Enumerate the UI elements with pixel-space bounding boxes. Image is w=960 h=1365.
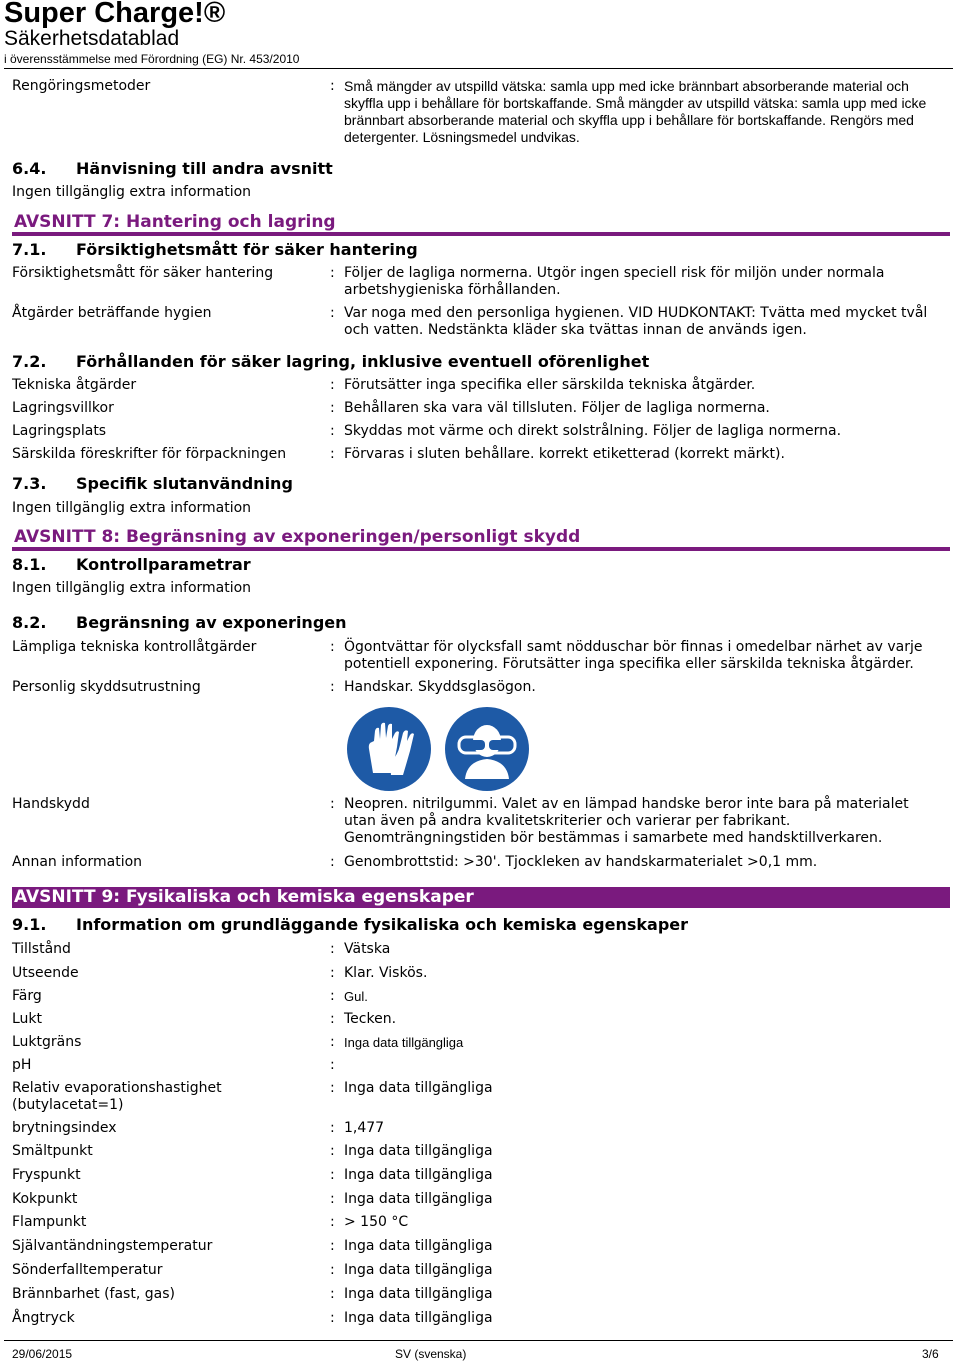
subsection-6-4-info: Ingen tillgänglig extra information (12, 184, 252, 200)
subsection-title: Information om grundläggande fysikaliska och kemiska egenskaper (76, 915, 689, 934)
subsection-number: 6.4. (12, 159, 47, 178)
property-label: Färg (12, 988, 42, 1004)
subsection-7-3-heading (12, 474, 293, 494)
property-label: brytningsindex (12, 1120, 117, 1136)
property-value: Inga data tillgängliga (344, 1167, 493, 1183)
property-label: Lämpliga tekniska kontrollåtgärder (12, 639, 257, 655)
section-title: AVSNITT 8: Begränsning av exponeringen/personligt skydd (14, 527, 581, 547)
property-value: Inga data tillgängliga (344, 1080, 493, 1096)
property-label: Kokpunkt (12, 1191, 78, 1207)
colon: : (330, 988, 335, 1004)
property-label: Lukt (12, 1011, 43, 1027)
document-subtitle: Säkerhetsdatablad (4, 27, 180, 50)
section-7-heading (12, 212, 336, 233)
property-value: Neopren. nitrilgummi. Valet av en lämpad handske beror inte bara på materialet utan även på andra kvalitetskriterier och varierar per fabrikant. Genomträngningstiden bör bestämmas i samarbete med handsktillverkaren. (344, 796, 909, 846)
property-value: Vätska (344, 941, 391, 957)
property-value: Gul. (344, 989, 368, 1004)
colon: : (330, 639, 335, 655)
property-value: Genombrottstid: >30'. Tjockleken av handskarmaterialet >0,1 mm. (344, 854, 818, 870)
property-label: Tekniska åtgärder (12, 377, 137, 393)
property-value: Skyddas mot värme och direkt solstrålning. Följer de lagliga normerna. (344, 423, 842, 439)
subsection-title: Försiktighetsmått för säker hantering (76, 240, 418, 259)
property-value: Inga data tillgängliga (344, 1310, 493, 1326)
subsection-8-1-info: Ingen tillgänglig extra information (12, 580, 252, 596)
property-value: Inga data tillgängliga (344, 1238, 493, 1254)
colon: : (330, 377, 335, 393)
property-label: Ångtryck (12, 1310, 75, 1326)
property-label: Personlig skyddsutrustning (12, 679, 201, 695)
colon: : (330, 854, 335, 870)
colon: : (330, 1262, 335, 1278)
subsection-7-1-heading (12, 240, 418, 260)
property-value: Klar. Viskös. (344, 965, 428, 981)
property-label: Åtgärder beträffande hygien (12, 305, 212, 321)
property-label: Utseende (12, 965, 79, 981)
property-value: Förvaras i sluten behållare. korrekt etiketterad (korrekt märkt). (344, 446, 785, 462)
cleaning-methods-label: Rengöringsmetoder (12, 78, 151, 94)
colon: : (330, 796, 335, 812)
property-label: Tillstånd (12, 941, 71, 957)
subsection-title: Hänvisning till andra avsnitt (76, 159, 333, 178)
colon: : (330, 1167, 335, 1183)
section-title: AVSNITT 7: Hantering och lagring (14, 212, 336, 232)
colon: : (330, 423, 335, 439)
subsection-title: Begränsning av exponeringen (76, 613, 347, 632)
property-value: Behållaren ska vara väl tillsluten. Följer de lagliga normerna. (344, 400, 770, 416)
cleaning-methods-value: Små mängder av utspilld vätska: samla upp med icke brännbart absorberande material och skyffla upp i behållare för bortskaffande. Små mängder av utspilld vätska: samla upp med icke brännbart absorberande material och skyffla upp i behållare för bortskaffande. Rengörs med detergenter. Lösningsmedel undvikas. (344, 78, 927, 145)
property-label: Sönderfalltemperatur (12, 1262, 163, 1278)
subsection-title: Kontrollparametrar (76, 555, 251, 574)
property-label: Annan information (12, 854, 143, 870)
property-value: Ögontvättar för olycksfall samt nödduschar bör finnas i omedelbar närhet av varje potentiell exponering. Förutsätter inga specifika eller särskilda tekniska åtgärder. (344, 639, 923, 672)
subsection-number: 9.1. (12, 915, 47, 934)
subsection-8-1-heading (12, 555, 251, 575)
subsection-number: 8.2. (12, 613, 47, 632)
property-value: Inga data tillgängliga (344, 1143, 493, 1159)
subsection-number: 7.1. (12, 240, 47, 259)
colon: : (330, 265, 335, 281)
property-label: Försiktighetsmått för säker hantering (12, 265, 274, 281)
footer-divider (4, 1340, 953, 1341)
colon: : (330, 1214, 335, 1230)
subsection-7-3-info: Ingen tillgänglig extra information (12, 500, 252, 516)
property-label: Handskydd (12, 796, 90, 812)
property-label: Luktgräns (12, 1034, 82, 1050)
section-9-heading (12, 887, 950, 908)
property-value: Handskar. Skyddsglasögon. (344, 679, 536, 695)
subsection-8-2-heading (12, 613, 347, 633)
colon: : (330, 1238, 335, 1254)
property-label: Självantändningstemperatur (12, 1238, 213, 1254)
footer-date: 29/06/2015 (12, 1347, 73, 1361)
colon: : (330, 1310, 335, 1326)
section-8-heading (12, 527, 580, 548)
property-label: Flampunkt (12, 1214, 87, 1230)
property-value: > 150 °C (344, 1214, 409, 1230)
property-label: Brännbarhet (fast, gas) (12, 1286, 175, 1302)
property-label: Lagringsvillkor (12, 400, 114, 416)
subsection-number: 7.3. (12, 474, 47, 493)
colon: : (330, 78, 335, 94)
subsection-9-1-heading (12, 915, 688, 935)
colon: : (330, 1143, 335, 1159)
colon: : (330, 1120, 335, 1136)
property-label: Relativ evaporationshastighet (butylacetat=1) (12, 1080, 222, 1113)
section-title: AVSNITT 9: Fysikaliska och kemiska egenskaper (14, 887, 474, 907)
regulation-reference: i överensstämmelse med Förordning (EG) Nr. 453/2010 (4, 52, 300, 66)
colon: : (330, 1286, 335, 1302)
colon: : (330, 965, 335, 981)
property-value: Inga data tillgängliga (344, 1035, 464, 1050)
colon: : (330, 305, 335, 321)
colon: : (330, 679, 335, 695)
section-7-rule (12, 232, 950, 236)
property-value: Tecken. (344, 1011, 397, 1027)
subsection-number: 8.1. (12, 555, 47, 574)
property-label: pH (12, 1057, 32, 1073)
protective-gloves-icon (343, 703, 435, 795)
document-title: Super Charge!® (4, 0, 226, 29)
property-label: Lagringsplats (12, 423, 107, 439)
subsection-title: Förhållanden för säker lagring, inklusive eventuell oförenlighet (76, 352, 650, 371)
subsection-title: Specifik slutanvändning (76, 474, 293, 493)
property-label: Smältpunkt (12, 1143, 93, 1159)
property-value: Följer de lagliga normerna. Utgör ingen speciell risk för miljön under normala arbetshygieniska förhållanden. (344, 265, 885, 298)
subsection-6-4-heading (12, 159, 333, 179)
footer-language: SV (svenska) (395, 1347, 467, 1361)
footer-page-number: 3/6 (922, 1347, 939, 1361)
colon: : (330, 400, 335, 416)
header-divider (4, 68, 953, 69)
colon: : (330, 941, 335, 957)
colon: : (330, 1057, 335, 1073)
subsection-number: 7.2. (12, 352, 47, 371)
property-value: Inga data tillgängliga (344, 1191, 493, 1207)
colon: : (330, 446, 335, 462)
property-value: 1,477 (344, 1120, 385, 1136)
section-8-rule (12, 547, 950, 551)
property-label: Fryspunkt (12, 1167, 81, 1183)
colon: : (330, 1191, 335, 1207)
property-label: Särskilda föreskrifter för förpackningen (12, 446, 287, 462)
property-value: Inga data tillgängliga (344, 1262, 493, 1278)
property-value: Förutsätter inga specifika eller särskilda tekniska åtgärder. (344, 377, 756, 393)
safety-goggles-icon (441, 703, 533, 795)
subsection-7-2-heading (12, 352, 649, 372)
colon: : (330, 1080, 335, 1096)
colon: : (330, 1034, 335, 1050)
property-value: Inga data tillgängliga (344, 1286, 493, 1302)
property-value: Var noga med den personliga hygienen. VID HUDKONTAKT: Tvätta med mycket tvål och vatten. Nedstänkta kläder ska tvättas innan de används igen. (344, 305, 928, 338)
colon: : (330, 1011, 335, 1027)
